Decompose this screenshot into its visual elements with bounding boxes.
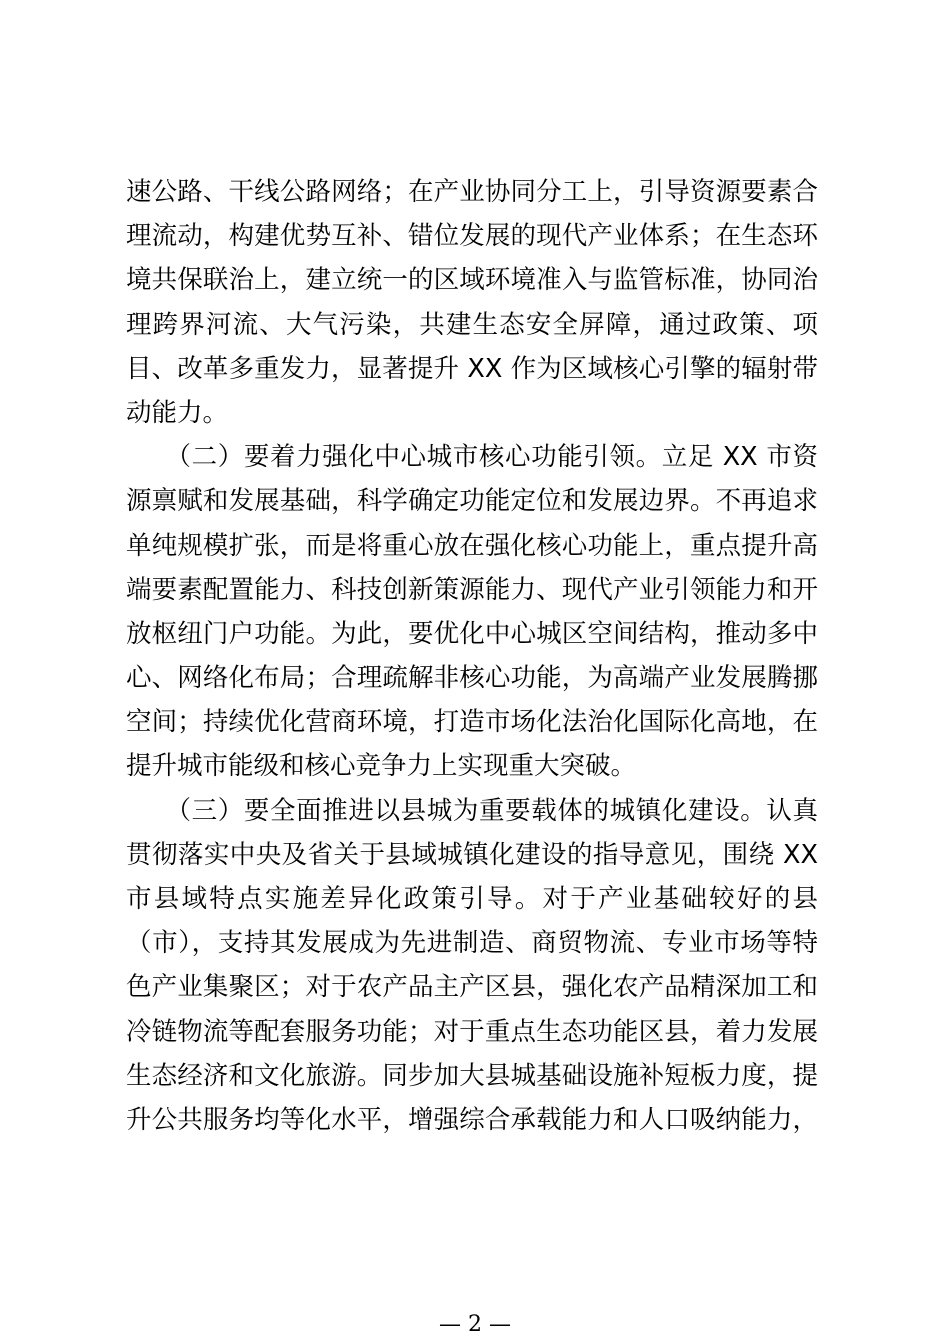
text-line: 境共保联治上，建立统一的区域环境准入与监管标准，协同治 [126, 265, 818, 296]
text-line: 贯彻落实中央及省关于县域城镇化建设的指导意见，围绕 XX [126, 839, 818, 870]
text-line: 理跨界河流、大气污染，共建生态安全屏障，通过政策、项 [126, 309, 818, 340]
text-line: 速公路、干线公路网络；在产业协同分工上，引导资源要素合 [126, 177, 818, 207]
text-line: 端要素配置能力、科技创新策源能力、现代产业引领能力和开 [126, 574, 818, 605]
text-line: 冷链物流等配套服务功能；对于重点生态功能区县，着力发展 [126, 1016, 818, 1047]
page-number: — 2 — [439, 1312, 511, 1337]
text-line: 市县域特点实施差异化政策引导。对于产业基础较好的县 [126, 884, 818, 914]
section-heading-line: （二）要着力强化中心城市核心功能引领。立足 XX 市资 [126, 442, 818, 473]
text-line: 单纯规模扩张，而是将重心放在强化核心功能上，重点提升高 [126, 530, 818, 561]
section-heading-line: （三）要全面推进以县城为重要载体的城镇化建设。认真 [126, 795, 818, 826]
text-line: 动能力。 [126, 397, 229, 428]
text-line: 目、改革多重发力，显著提升 XX 作为区域核心引擎的辐射带 [126, 353, 818, 384]
text-line: 心、网络化布局；合理疏解非核心功能，为高端产业发展腾挪 [126, 663, 818, 694]
text-line: 空间；持续优化营商环境，打造市场化法治化国际化高地，在 [126, 707, 818, 738]
body-text [126, 170, 818, 1142]
text-line: 色产业集聚区；对于农产品主产区县，强化农产品精深加工和 [126, 972, 818, 1003]
text-line: 生态经济和文化旅游。同步加大县城基础设施补短板力度，提 [126, 1060, 818, 1091]
text-line: 提升城市能级和核心竞争力上实现重大突破。 [126, 751, 637, 782]
text-line: 理流动，构建优势互补、错位发展的现代产业体系；在生态环 [126, 221, 818, 252]
text-line: 放枢纽门户功能。为此，要优化中心城区空间结构，推动多中 [126, 618, 818, 649]
text-line: 源禀赋和发展基础，科学确定功能定位和发展边界。不再追求 [126, 486, 818, 517]
text-line: （市），支持其发展成为先进制造、商贸物流、专业市场等特 [126, 928, 818, 959]
text-line: 升公共服务均等化水平，增强综合承载能力和人口吸纳能力， [126, 1104, 818, 1135]
